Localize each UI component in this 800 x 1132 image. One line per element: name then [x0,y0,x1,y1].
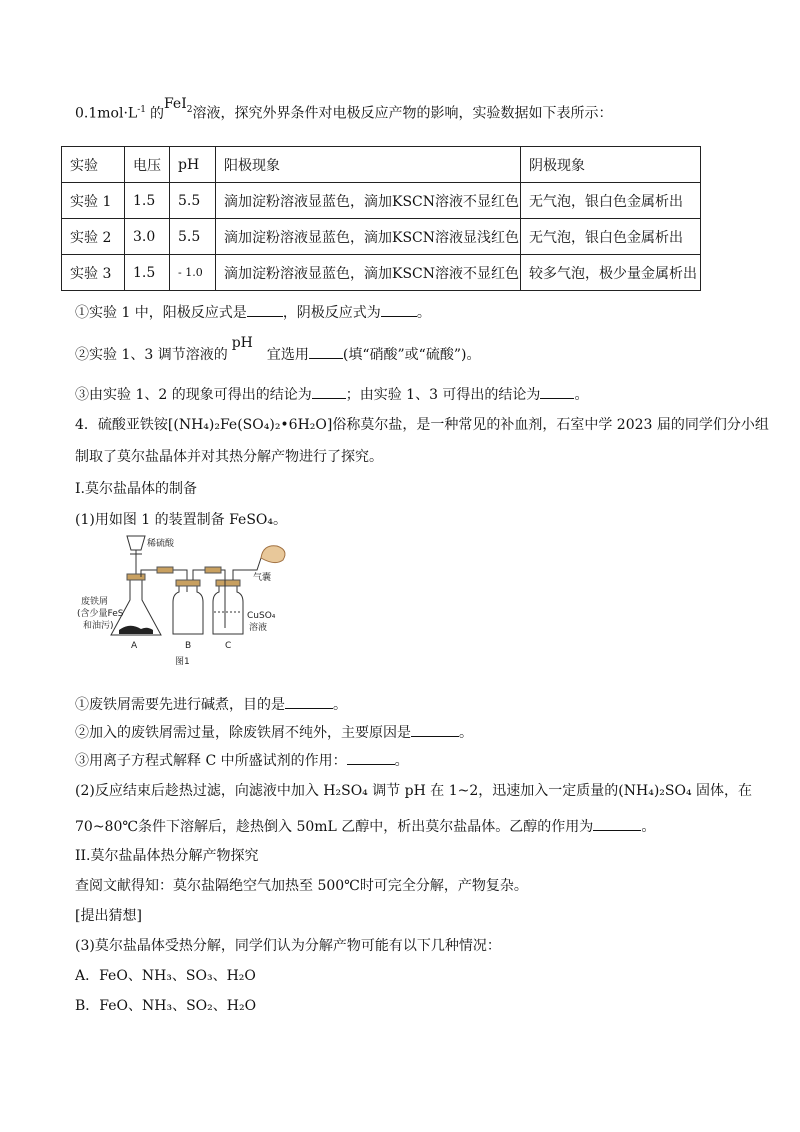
table-cell: 1.5 [125,183,170,219]
q2main-text: 70~80℃条件下溶解后，趁热倒入 50mL 乙醇中，析出莫尔盐晶体。乙醇的作用为 [75,819,594,835]
table-cell: 3.0 [125,219,170,255]
table-cell: 滴加淀粉溶液显蓝色，滴加KSCN溶液显浅红色 [216,219,521,255]
q1-text-a: ①实验 1 中，阳极反应式是 [75,305,247,321]
table-row [62,219,701,255]
apparatus-figure [75,530,305,670]
answer-blank [285,696,333,709]
table-row [62,255,701,291]
table-cell: - 1.0 [170,255,216,291]
header-cell: 阳极现象 [216,147,521,183]
sub1-text: ①废铁屑需要先进行碱煮，目的是 [75,697,285,713]
q1-text-b: ，阴极反应式为 [282,305,381,321]
table-cell: 无气泡，银白色金属析出 [521,219,701,255]
intro-de: 的 [149,105,164,122]
q3-text-c: 。 [574,387,589,403]
gas-bag-icon [261,546,285,563]
intro-rest: 溶液，探究外界条件对电极反应产物的影响，实验数据如下表所示： [192,105,613,122]
section-1-heading: I.莫尔盐晶体的制备 [75,481,197,497]
option-b: B．FeO、NH₃、SO₂、H₂O [75,998,257,1014]
answer-blank [247,304,283,317]
experiment-table [61,146,701,291]
rubber-hose [157,567,173,573]
question-2 [75,335,481,363]
q3-text-b: ；由实验 1、3 可得出的结论为 [345,387,541,403]
intro-conc: 0.1mol·L [75,105,138,122]
q1-text-c: 。 [416,305,431,321]
label-scrap: (含少量FeS [77,609,124,619]
sub3-end: 。 [394,753,409,769]
label-c: C [225,641,232,651]
table-row [62,183,701,219]
iron-scrap-icon [119,626,153,634]
question-2-main-line-2 [75,818,655,834]
subitem-3 [75,752,409,768]
label-bag: 气囊 [253,573,272,583]
intro-formula: FeI [163,95,187,112]
answer-blank [540,386,574,399]
answer-blank [593,818,641,831]
question-2-main-line-1: (2)反应结束后趁热过滤，向滤液中加入 H₂SO₄ 调节 pH 在 1~2，迅速加入一定质量的(NH₄)₂SO₄ 固体，在 [75,783,753,799]
conical-flask-icon [111,574,161,635]
answer-blank [381,304,417,317]
hypothesis-heading: [提出猜想] [75,908,142,924]
subitem-2 [75,724,473,740]
answer-blank [312,386,346,399]
q2-text-b: 宜选用 [266,347,309,363]
table-header-row [62,147,701,183]
figure-caption: 图1 [175,657,190,667]
intro-line [75,95,613,124]
sub1-end: 。 [333,697,347,713]
table-cell: 1.5 [125,255,170,291]
intro-formula-sub: 2 [186,104,193,115]
option-a: A．FeO、NH₃、SO₃、H₂O [75,968,256,984]
answer-blank [347,752,395,765]
rubber-hose [205,567,221,573]
q3-text-a: ③由实验 1、2 的现象可得出的结论为 [75,387,312,403]
q2-text-c: (填“硝酸”或“硫酸”)。 [342,347,481,363]
subitem-1 [75,696,347,712]
sub3-text: ③用离子方程式解释 C 中所盛试剂的作用： [75,753,347,769]
label-b: B [185,641,192,651]
lookup-text: 查阅文献得知：莫尔盐隔绝空气加热至 500℃时可完全分解，产物复杂。 [75,878,528,894]
problem-4-line-2: 制取了莫尔盐晶体并对其热分解产物进行了探究。 [75,449,383,465]
label-cuso4: 溶液 [249,623,268,633]
table-cell: 实验 2 [62,219,125,255]
header-cell: pH [170,147,216,183]
subquestion-1: (1)用如图 1 的装置制备 FeSO₄。 [75,512,288,528]
q2-ph: pH [231,335,253,351]
answer-blank [411,724,459,737]
label-a: A [131,641,138,651]
table-cell: 实验 1 [62,183,125,219]
intro-sup: -1 [137,105,146,115]
table-cell: 滴加淀粉溶液显蓝色，滴加KSCN溶液不显红色 [216,255,521,291]
question-3-main: (3)莫尔盐晶体受热分解，同学们认为分解产物可能有以下几种情况： [75,938,501,954]
question-1 [75,304,431,320]
table-cell: 滴加淀粉溶液显蓝色，滴加KSCN溶液不显红色 [216,183,521,219]
answer-blank [309,346,343,359]
label-acid: 稀硫酸 [147,539,175,549]
label-cuso4: CuSO₄ [247,611,276,621]
header-cell: 实验 [62,147,125,183]
label-scrap: 和油污) [83,621,114,631]
problem-4-line-1: 4．硫酸亚铁铵[(NH₄)₂Fe(SO₄)₂•6H₂O]俗称莫尔盐，是一种常见的补血剂，石室中学 2023 届的同学们分小组 [75,417,769,433]
header-cell: 电压 [125,147,170,183]
question-3 [75,386,588,402]
header-cell: 阴极现象 [521,147,701,183]
sub2-text: ②加入的废铁屑需过量，除废铁屑不纯外，主要原因是 [75,725,411,741]
table-cell: 实验 3 [62,255,125,291]
table-cell: 5.5 [170,219,216,255]
table-cell: 无气泡，银白色金属析出 [521,183,701,219]
label-scrap: 废铁屑 [81,597,109,607]
section-2-heading: II.莫尔盐晶体热分解产物探究 [75,848,259,864]
table-cell: 5.5 [170,183,216,219]
q2main-end: 。 [641,819,656,835]
sub2-end: 。 [459,725,473,741]
table-cell: 较多气泡，极少量金属析出 [521,255,701,291]
q2-text-a: ②实验 1、3 调节溶液的 [75,347,228,363]
